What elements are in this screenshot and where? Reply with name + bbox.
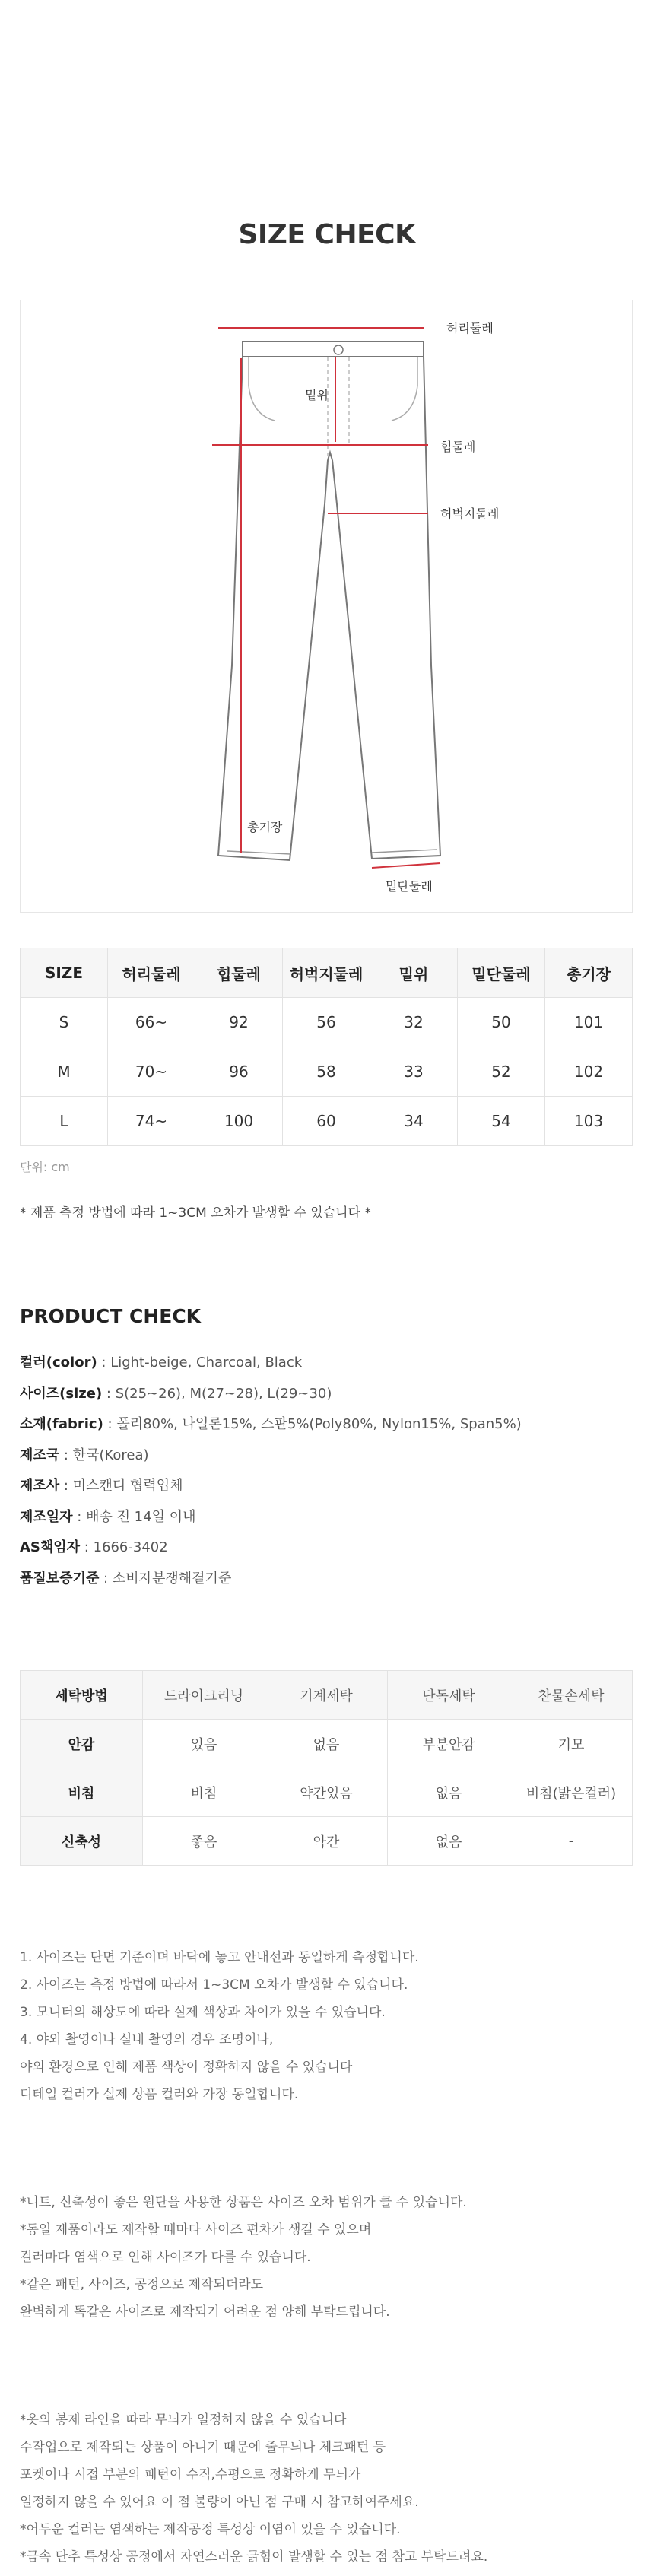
table-cell: 96 xyxy=(195,1047,283,1097)
size-table-header xyxy=(21,948,633,998)
table-row xyxy=(21,1768,633,1817)
page-title: SIZE CHECK xyxy=(238,219,416,250)
note-line: 3. 모니터의 해상도에 따라 실제 색상과 차이가 있을 수 있습니다. xyxy=(20,2005,386,2020)
table-cell: 기모 xyxy=(510,1720,633,1768)
table-cell: 약간 xyxy=(265,1817,388,1866)
table-row xyxy=(21,1671,633,1720)
measurement-note: * 제품 측정 방법에 따라 1~3CM 오차가 발생할 수 있습니다 * xyxy=(20,1205,371,1221)
hem-label: 밑단둘레 xyxy=(386,879,433,894)
note-line: *동일 제품이라도 제작할 때마다 사이즈 편차가 생길 수 있으며 xyxy=(20,2222,372,2238)
note-line: *옷의 봉제 라인을 따라 무늬가 일정하지 않을 수 있습니다 xyxy=(20,2412,347,2428)
waist-label: 허리둘레 xyxy=(446,321,494,335)
rise-label: 밑위 xyxy=(305,388,329,402)
size-table xyxy=(20,948,633,1146)
table-cell: 102 xyxy=(545,1047,633,1097)
table-cell: 66~ xyxy=(108,998,195,1047)
note-line: 4. 야외 촬영이나 실내 촬영의 경우 조명이나, xyxy=(20,2032,274,2047)
product-check-title: PRODUCT CHECK xyxy=(20,1305,202,1327)
list-item: 제조국 : 한국(Korea) xyxy=(20,1447,149,1463)
table-cell: 54 xyxy=(458,1097,545,1146)
table-cell: 32 xyxy=(370,998,458,1047)
table-cell: 74~ xyxy=(108,1097,195,1146)
note-line: *어두운 컬러는 염색하는 제작공정 특성상 이염이 있을 수 있습니다. xyxy=(20,2522,401,2537)
list-item: 제조사 : 미스캔디 협력업체 xyxy=(20,1478,183,1494)
size-header-cell: 허벅지둘레 xyxy=(283,948,370,998)
note-line: *니트, 신축성이 좋은 원단을 사용한 상품은 사이즈 오차 범위가 클 수 있습니다. xyxy=(20,2195,467,2210)
table-cell: 단독세탁 xyxy=(388,1671,510,1720)
note-line: 2. 사이즈는 측정 방법에 따라서 1~3CM 오차가 발생할 수 있습니다. xyxy=(20,1977,408,1993)
unit-label: 단위: cm xyxy=(20,1160,70,1174)
table-cell: 좋음 xyxy=(143,1817,265,1866)
care-row-header: 비침 xyxy=(21,1768,143,1817)
table-cell: 약간있음 xyxy=(265,1768,388,1817)
list-item: 사이즈(size) : S(25~26), M(27~28), L(29~30) xyxy=(20,1385,332,1402)
length-label: 총기장 xyxy=(247,820,283,834)
list-item: 컬러(color) : Light-beige, Charcoal, Black xyxy=(20,1355,303,1371)
table-cell: 기계세탁 xyxy=(265,1671,388,1720)
table-cell: 52 xyxy=(458,1047,545,1097)
note-line: 완벽하게 똑같은 사이즈로 제작되기 어려운 점 양해 부탁드립니다. xyxy=(20,2304,390,2320)
table-cell: 34 xyxy=(370,1097,458,1146)
size-header-cell: SIZE xyxy=(21,948,108,998)
table-row xyxy=(21,1047,633,1097)
table-cell: 60 xyxy=(283,1097,370,1146)
care-table xyxy=(20,1670,633,1866)
table-cell: 부분안감 xyxy=(388,1720,510,1768)
table-cell: 92 xyxy=(195,998,283,1047)
size-header-cell: 밑위 xyxy=(370,948,458,998)
button-icon xyxy=(334,345,343,354)
list-item: AS책임자 : 1666-3402 xyxy=(20,1539,168,1555)
note-line: 일정하지 않을 수 있어요 이 점 불량이 아닌 점 구매 시 참고하여주세요. xyxy=(20,2495,419,2510)
right-pocket xyxy=(392,357,417,421)
table-cell: 56 xyxy=(283,998,370,1047)
note-line: 컬러마다 염색으로 인해 사이즈가 다를 수 있습니다. xyxy=(20,2250,311,2265)
size-cell: S xyxy=(21,998,108,1047)
waistband xyxy=(243,341,424,357)
list-item: 품질보증기준 : 소비자분쟁해결기준 xyxy=(20,1570,232,1587)
table-cell: - xyxy=(510,1817,633,1866)
table-cell: 50 xyxy=(458,998,545,1047)
table-row xyxy=(21,1817,633,1866)
left-pocket xyxy=(249,357,275,421)
care-row-header: 세탁방법 xyxy=(21,1671,143,1720)
thigh-label: 허벅지둘레 xyxy=(440,507,500,521)
table-cell: 비침(밝은컬러) xyxy=(510,1768,633,1817)
table-cell: 비침 xyxy=(143,1768,265,1817)
table-cell: 58 xyxy=(283,1047,370,1097)
left-leg-outline xyxy=(218,357,328,860)
size-cell: M xyxy=(21,1047,108,1097)
size-header-cell: 총기장 xyxy=(545,948,633,998)
note-line: 포켓이나 시접 부분의 패턴이 수직,수평으로 정확하게 무늬가 xyxy=(20,2467,361,2482)
table-cell: 드라이크리닝 xyxy=(143,1671,265,1720)
size-diagram xyxy=(20,300,633,913)
fabric-notes xyxy=(20,2189,467,2326)
size-header-cell: 허리둘레 xyxy=(108,948,195,998)
table-cell: 찬물손세탁 xyxy=(510,1671,633,1720)
care-row-header: 신축성 xyxy=(21,1817,143,1866)
note-line: 야외 환경으로 인해 제품 색상이 정확하지 않을 수 있습니다 xyxy=(20,2060,353,2075)
table-cell: 없음 xyxy=(265,1720,388,1768)
table-row xyxy=(21,1720,633,1768)
size-header-cell: 힙둘레 xyxy=(195,948,283,998)
product-check-list xyxy=(20,1348,522,1594)
note-line: *금속 단추 특성상 공정에서 자연스러운 긁힘이 발생할 수 있는 점 참고 부탁드려요. xyxy=(20,2549,488,2565)
table-cell: 103 xyxy=(545,1097,633,1146)
table-cell: 70~ xyxy=(108,1047,195,1097)
hem-line xyxy=(372,863,440,868)
hip-label: 힙둘레 xyxy=(440,440,476,454)
table-row xyxy=(21,998,633,1047)
pattern-notes xyxy=(20,2406,487,2571)
table-cell: 33 xyxy=(370,1047,458,1097)
size-cell: L xyxy=(21,1097,108,1146)
note-line: 1. 사이즈는 단면 기준이며 바닥에 놓고 안내선과 동일하게 측정합니다. xyxy=(20,1950,419,1965)
table-cell: 101 xyxy=(545,998,633,1047)
size-notes xyxy=(20,1944,419,2108)
table-cell: 없음 xyxy=(388,1817,510,1866)
size-header-cell: 밑단둘레 xyxy=(458,948,545,998)
table-row xyxy=(21,1097,633,1146)
table-cell: 100 xyxy=(195,1097,283,1146)
table-cell: 있음 xyxy=(143,1720,265,1768)
note-line: 디테일 컬러가 실제 상품 컬러와 가장 동일합니다. xyxy=(20,2087,299,2102)
list-item: 제조일자 : 배송 전 14일 이내 xyxy=(20,1508,196,1525)
note-line: 수작업으로 제작되는 상품이 아니기 때문에 줄무늬나 체크패턴 등 xyxy=(20,2440,386,2455)
care-row-header: 안감 xyxy=(21,1720,143,1768)
list-item: 소재(fabric) : 폴리80%, 나일론15%, 스판5%(Poly80%, Nylon15%, Span5%) xyxy=(20,1416,522,1432)
table-cell: 없음 xyxy=(388,1768,510,1817)
note-line: *같은 패턴, 사이즈, 공정으로 제작되더라도 xyxy=(20,2277,264,2292)
